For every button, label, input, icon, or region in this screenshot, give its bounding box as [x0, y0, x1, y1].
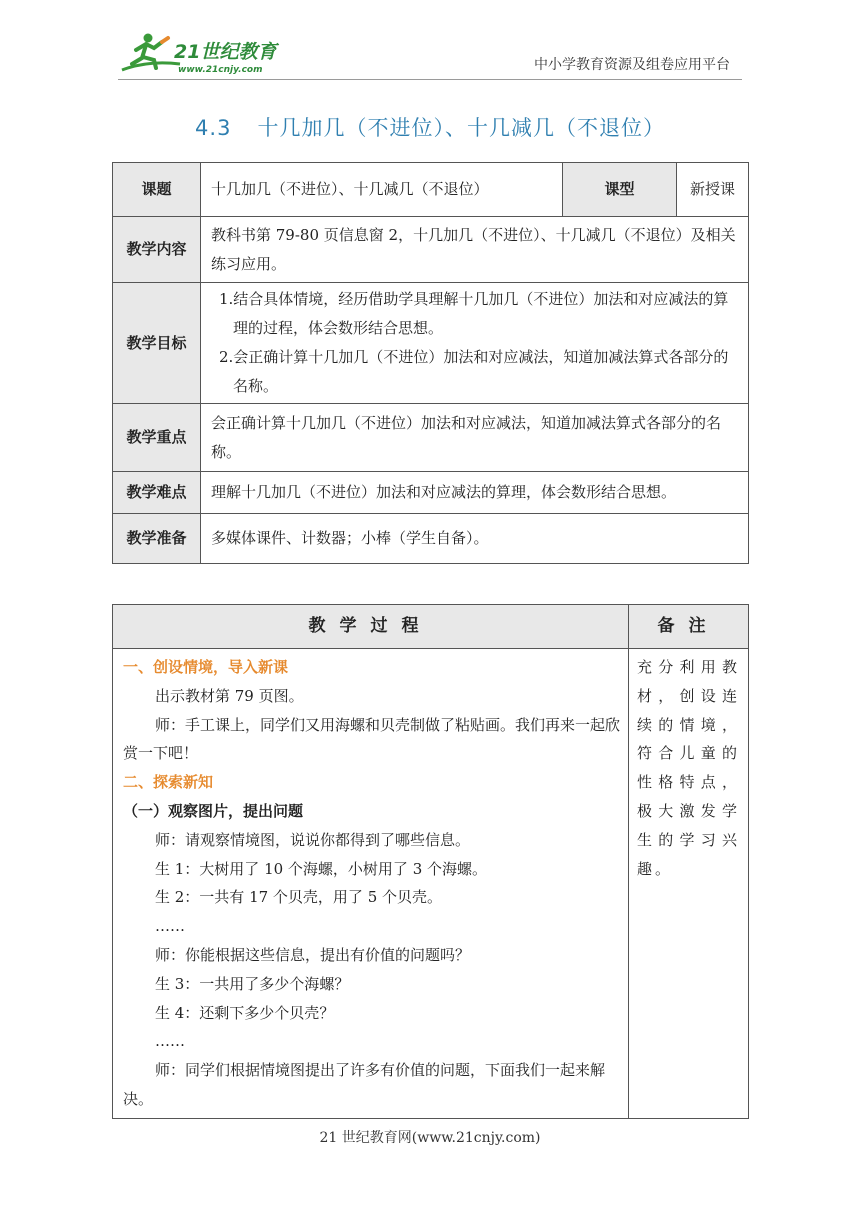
goals-label: 教学目标 [113, 283, 201, 404]
note-header: 备注 [629, 605, 749, 649]
logo-url-text: www.21cnjy.com [178, 65, 263, 75]
topic-label: 课题 [113, 163, 201, 217]
prep-label: 教学准备 [113, 514, 201, 564]
teaching-process-table [112, 604, 749, 1119]
content-value: 教科书第 79-80 页信息窗 2，十几加几（不进位）、十几减几（不退位）及相关练习应用。 [201, 217, 749, 283]
type-label: 课型 [563, 163, 677, 217]
section-heading: 一、创设情境，导入新课 [123, 658, 289, 676]
subsection-heading: （一）观察图片，提出问题 [123, 801, 304, 820]
process-paragraph: 生 4：还剩下多少个贝壳？ [155, 1003, 335, 1022]
process-paragraph: 师：你能根据这些信息，提出有价值的问题吗？ [155, 945, 471, 964]
page-footer: 21 世纪教育网(www.21cnjy.com) [319, 1130, 541, 1146]
type-value: 新授课 [677, 163, 749, 217]
section-heading: 二、探索新知 [123, 773, 214, 792]
platform-name: 中小学教育资源及组卷应用平台 [534, 57, 730, 73]
process-content [113, 649, 629, 1119]
key-value: 会正确计算十几加几（不进位）加法和对应减法，知道加减法算式各部分的名称。 [201, 404, 749, 472]
lesson-info-table [112, 162, 749, 564]
process-paragraph: 师：请观察情境图，说说你都得到了哪些信息。 [155, 830, 471, 849]
site-logo [118, 30, 288, 78]
process-note: 充分利用教材，创设连续的情境，符合儿童的性格特点，极大激发学生的学习兴趣。 [629, 649, 749, 1119]
process-header: 教学过程 [113, 605, 629, 649]
process-paragraph: …… [155, 917, 185, 936]
topic-value: 十几加几（不进位）、十几减几（不退位） [201, 163, 563, 217]
process-paragraph: 生 2：一共有 17 个贝壳，用了 5 个贝壳。 [155, 888, 443, 907]
process-body-row [113, 649, 749, 1119]
goals-row [113, 283, 749, 404]
lesson-title [0, 112, 860, 142]
process-paragraph: …… [155, 1032, 185, 1051]
topic-row [113, 163, 749, 217]
logo-main-text: 21世纪教育 [174, 41, 277, 63]
runner-logo-icon [118, 30, 288, 78]
content-row [113, 217, 749, 283]
process-paragraph: 生 3：一共用了多少个海螺？ [155, 974, 350, 993]
difficulty-value: 理解十几加几（不进位）加法和对应减法的算理，体会数形结合思想。 [201, 472, 749, 514]
process-paragraph: 出示教材第 79 页图。 [155, 686, 304, 705]
lesson-title-text: 十几加几（不进位）、十几减几（不退位） [257, 116, 665, 140]
process-header-row [113, 605, 749, 649]
difficulty-label: 教学难点 [113, 472, 201, 514]
difficulty-row [113, 472, 749, 514]
key-row [113, 404, 749, 472]
goal-item: 2.会正确计算十几加几（不进位）加法和对应减法，知道加减法算式各部分的名称。 [219, 348, 729, 395]
goals-value [201, 283, 749, 404]
process-paragraph: 生 1：大树用了 10 个海螺，小树用了 3 个海螺。 [155, 859, 488, 878]
header-divider [118, 79, 742, 80]
prep-row [113, 514, 749, 564]
content-label: 教学内容 [113, 217, 201, 283]
prep-value: 多媒体课件、计数器；小棒（学生自备）。 [201, 514, 749, 564]
lesson-number: 4.3 [195, 116, 232, 140]
process-paragraph: 师：同学们根据情境图提出了许多有价值的问题，下面我们一起来解决。 [123, 1061, 606, 1108]
process-paragraph: 师：手工课上，同学们又用海螺和贝壳制做了粘贴画。我们再来一起欣赏一下吧！ [123, 715, 621, 763]
goal-item: 1.结合具体情境，经历借助学具理解十几加几（不进位）加法和对应减法的算理的过程，体会数形结合思想。 [219, 290, 729, 337]
key-label: 教学重点 [113, 404, 201, 472]
